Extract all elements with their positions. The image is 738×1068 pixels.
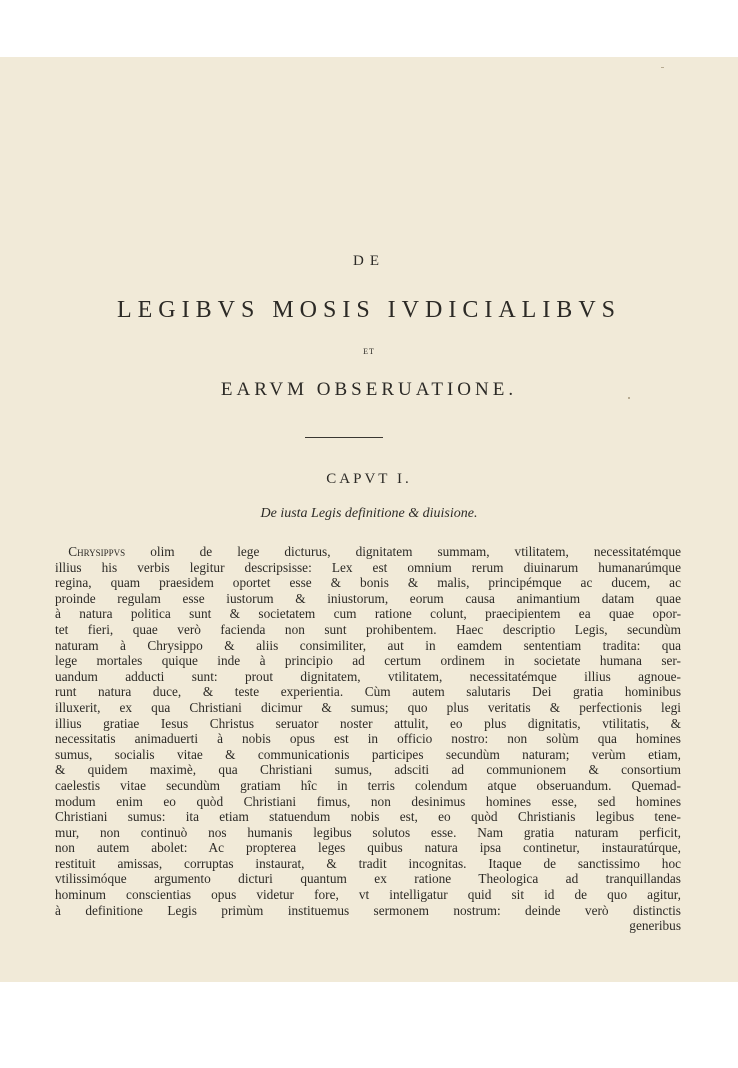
body-line: à definitione Legis primùm instituemus sermonem nostrum: deinde verò distinctis xyxy=(55,902,681,918)
body-line: hominum conscientias opus videtur fore, vt intelligatur quid sit id de quo agitur, xyxy=(55,887,681,903)
lead-word: Chrysippvs xyxy=(68,544,126,559)
body-line: illius his verbis legitur descripsisse: Lex est omnium rerum diuinarum humanarúmque xyxy=(55,559,681,575)
heading-de: DE xyxy=(353,253,385,269)
catchword: generibus xyxy=(629,918,681,934)
body-line: naturam à Chrysippo & aliis consimiliter, aut in eamdem sententiam tradita: qua xyxy=(55,637,681,653)
body-line: tet fieri, quae verò facienda non sunt prohibentem. Haec descriptio Legis, secundùm xyxy=(55,621,681,637)
title-line-1: LEGIBVS MOSIS IVDICIALIBVS xyxy=(116,297,621,323)
body-line: caelestis vitae secundùm gratiam hîc in terris colendum atque obseruandum. Quemad- xyxy=(55,777,681,793)
heading-et: ET xyxy=(363,347,375,356)
body-line: regina, quam praesidem oportet esse & bonis & malis, principémque ac ducem, ac xyxy=(55,575,681,591)
body-line: illius gratiae Iesus Christus seruator noster attulit, eo plus dignitatis, vtilitatis, & xyxy=(55,715,681,731)
chapter-number: CAPVT I. xyxy=(326,471,412,487)
body-line: vtilissimóque argumento dicturi quantum ex ratione Theologica ad tranquillandas xyxy=(55,871,681,887)
title-divider xyxy=(305,437,383,438)
body-line: restituit amissas, corruptas instaurat, & tradit incognitas. Itaque de sanctissimo hoc xyxy=(55,855,681,871)
body-line: sumus, socialis vitae & communicationis participes secundùm naturam; verùm etiam, xyxy=(55,746,681,762)
body-line: lege mortales quique inde à principio ad certum ordinem in societate humana ser- xyxy=(55,653,681,669)
body-line: à natura politica sunt & societatem cum ratione colunt, praecipientem ea quae opor- xyxy=(55,606,681,622)
book-page xyxy=(0,57,738,982)
body-line: mur, non continuò nos humanis legibus solutos esse. Nam gratia naturam perficit, xyxy=(55,824,681,840)
page-speck xyxy=(661,67,664,68)
body-line: non autem abolet: Ac propterea leges quibus natura ipsa continetur, instauratúrque, xyxy=(55,840,681,856)
title-line-2: EARVM OBSERUATIONE. xyxy=(220,379,518,400)
body-line: uandum adducti sunt: prout dignitatem, vtilitatem, necessitatémque illius agnoue- xyxy=(55,668,681,684)
body-text xyxy=(55,544,681,934)
body-line: illuxerit, ex qua Christiani dicimur & sumus; quo plus veritatis & perfectionis legi xyxy=(55,699,681,715)
body-line: Chrysippvs olim de lege dicturus, dignitatem summam, vtilitatem, necessitatémque xyxy=(68,544,681,559)
body-line: necessitatis animaduerti à nobis opus est in officio nostro: non solùm qua homines xyxy=(55,731,681,747)
body-line: & quidem maximè, qua Christiani sumus, adsciti ad communionem & consortium xyxy=(55,762,681,778)
body-line: modum enim eo quòd Christiani fimus, non desinimus homines esse, sed homines xyxy=(55,793,681,809)
body-line: Christiani sumus: ita etiam statuendum nobis est, eo quòd Christianis legibus tene- xyxy=(55,809,681,825)
chapter-subtitle: De iusta Legis definitione & diuisione. xyxy=(260,506,478,521)
body-line: proinde regulam esse iustorum & iniustorum, eorum causa animantium datam quae xyxy=(55,590,681,606)
body-line: runt natura duce, & teste experientia. Cùm autem salutaris Dei gratia hominibus xyxy=(55,684,681,700)
